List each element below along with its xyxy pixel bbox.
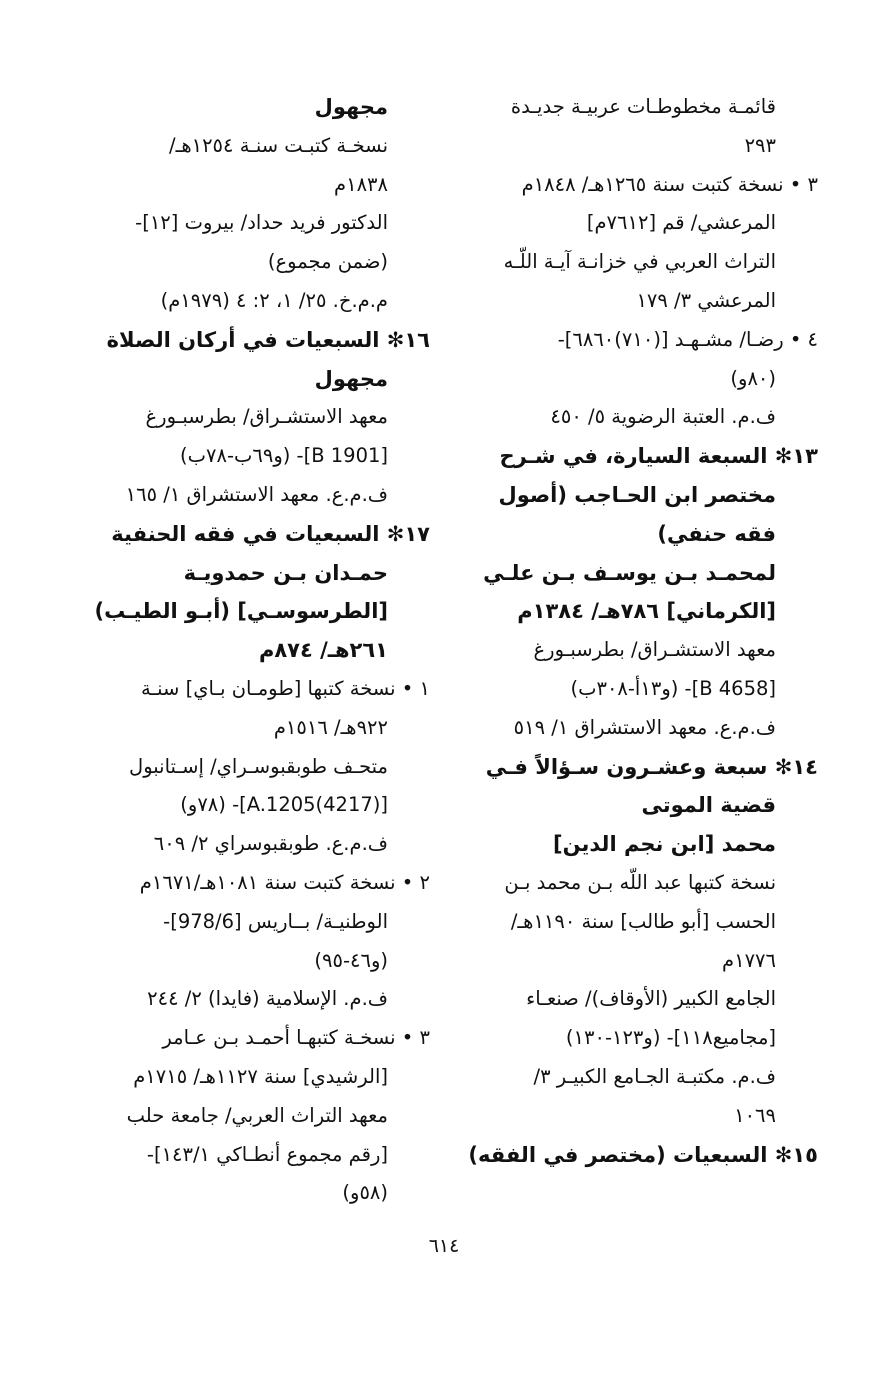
left-column-line: ٣ • نسخـة كتبهـا أحمـد بـن عـامر xyxy=(162,1026,430,1050)
left-column-line: [A.1205(4217)]- (٧٨و) xyxy=(180,793,388,817)
left-column-line: ف.م.ع. طوبقبوسراي ٢/ ٦٠٩ xyxy=(153,832,388,856)
right-column-line: ١٥✻ السبعيات (مختصر في الفقه) xyxy=(468,1142,818,1167)
left-column-line: ٩٢٢هـ/ ١٥١٦م xyxy=(273,715,388,739)
left-column-line: [رقم مجموع أنطـاكي ١٤٣/١]- xyxy=(146,1142,388,1166)
right-column-line: ٣ • نسخة كتبت سنة ١٢٦٥هـ/ ١٨٤٨م xyxy=(521,172,818,196)
right-column-line: ١٠٦٩ xyxy=(734,1103,776,1127)
right-column-line: الحسب [أبو طالب] سنة ١١٩٠هـ/ xyxy=(510,909,776,933)
right-column-line: ٢٩٣ xyxy=(744,133,776,157)
left-column-line: نسخـة كتبـت سنـة ١٢٥٤هـ/ xyxy=(169,133,388,157)
right-column-line: [B 4658]- (و١٣أ-٣٠٨ب) xyxy=(570,676,776,700)
left-column-line: ١٨٣٨م xyxy=(334,172,388,196)
right-column-line: [مجاميع١١٨]- (و١٢٣-١٣٠) xyxy=(565,1026,776,1050)
left-column-line: [الطرسوسـي] (أبـو الطيـب) xyxy=(94,599,388,624)
left-column-line: [B 1901]- (و٦٩ب-٧٨ب) xyxy=(180,444,388,468)
right-column-line: المرعشي ٣/ ١٧٩ xyxy=(636,288,776,312)
left-column-line: (٥٨و) xyxy=(342,1181,388,1205)
left-column-line: معهد التراث العربي/ جامعة حلب xyxy=(126,1103,388,1127)
left-column-line: مجهول xyxy=(314,366,388,391)
left-column-line: معهد الاستشـراق/ بطرسبـورغ xyxy=(145,405,388,429)
left-column-line: حمـدان بـن حمدويـة xyxy=(183,560,388,585)
left-column-line: ٢ • نسخة كتبت سنة ١٠٨١هـ/١٦٧١م xyxy=(139,870,430,894)
right-column-line: ١٧٧٦م xyxy=(722,948,776,972)
right-column-line: قائمـة مخطوطـات عربيـة جديـدة xyxy=(510,95,776,118)
left-column-line: ف.م.ع. معهد الاستشراق ١/ ١٦٥ xyxy=(125,482,388,506)
left-column-line: مجهول xyxy=(314,95,388,119)
left-column-line: الدكتور فريد حداد/ بيروت [١٢]- xyxy=(135,211,388,235)
left-column-line: [الرشيدي] سنة ١١٢٧هـ/ ١٧١٥م xyxy=(133,1064,388,1088)
right-column-line: المرعشي/ قم [٧٦١٢م] xyxy=(586,211,776,235)
left-column xyxy=(43,88,430,1213)
right-column-line: ف.م. مكتبـة الجـامع الكبيـر ٣/ xyxy=(533,1064,776,1088)
right-column-line: مختصر ابن الحـاجب (أصول xyxy=(498,482,776,507)
right-column-line: ١٣✻ السبعة السيارة، في شـرح xyxy=(499,444,818,469)
right-column-line: فقه حنفي) xyxy=(657,521,776,546)
left-column-line: متحـف طوبقبوسـراي/ إسـتانبول xyxy=(129,754,388,778)
right-column-line: (٨٠و) xyxy=(730,366,776,390)
left-column-line: (و٤٦-٩٥) xyxy=(314,948,388,972)
right-column-line: [الكرماني] ٧٨٦هـ/ ١٣٨٤م xyxy=(517,599,776,624)
right-column-line: الجامع الكبير (الأوقاف)/ صنعـاء xyxy=(526,987,776,1011)
right-column-line: قضية الموتى xyxy=(641,793,776,818)
left-column-line: ١٧✻ السبعيات في فقه الحنفية xyxy=(111,521,430,546)
right-column-line: نسخة كتبها عبد اللّه بـن محمد بـن xyxy=(504,870,776,894)
right-column-line: محمد [ابن نجم الدين] xyxy=(553,832,776,857)
right-column-line: ف.م. العتبة الرضوية ٥/ ٤٥٠ xyxy=(550,405,776,429)
right-column-line: ف.م.ع. معهد الاستشراق ١/ ٥١٩ xyxy=(513,715,776,739)
left-column-line: ١٦✻ السبعيات في أركان الصلاة xyxy=(106,327,430,352)
left-column-line: ف.م. الإسلامية (فايدا) ٢/ ٢٤٤ xyxy=(147,987,388,1011)
right-column-line: ١٤✻ سبعة وعشـرون سـؤالاً فـي xyxy=(485,754,818,779)
right-column-line: لمحمـد بـن يوسـف بـن علـي xyxy=(483,560,776,585)
left-column-line: (ضمن مجموع) xyxy=(267,250,388,274)
right-column-line: معهد الاستشـراق/ بطرسبـورغ xyxy=(533,638,776,662)
right-column-line: ٤ • رضـا/ مشـهـد [(٧١٠)٦٨٦٠]- xyxy=(557,327,818,351)
left-column-line: ٢٦١هـ/ ٨٧٤م xyxy=(258,638,388,663)
page-number: ٦١٤ xyxy=(428,1235,460,1257)
right-column xyxy=(431,88,818,1174)
right-column-line: التراث العربي في خزانـة آيـة اللّـه xyxy=(503,250,776,274)
left-column-line: ١ • نسخة كتبها [طومـان بـاي] سنـة xyxy=(141,676,430,700)
left-column-line: م.م.خ. ٢٥/ ١، ٢: ٤ (١٩٧٩م) xyxy=(160,288,388,312)
left-column-line: الوطنيـة/ بــاريس [978/6]- xyxy=(163,909,388,933)
